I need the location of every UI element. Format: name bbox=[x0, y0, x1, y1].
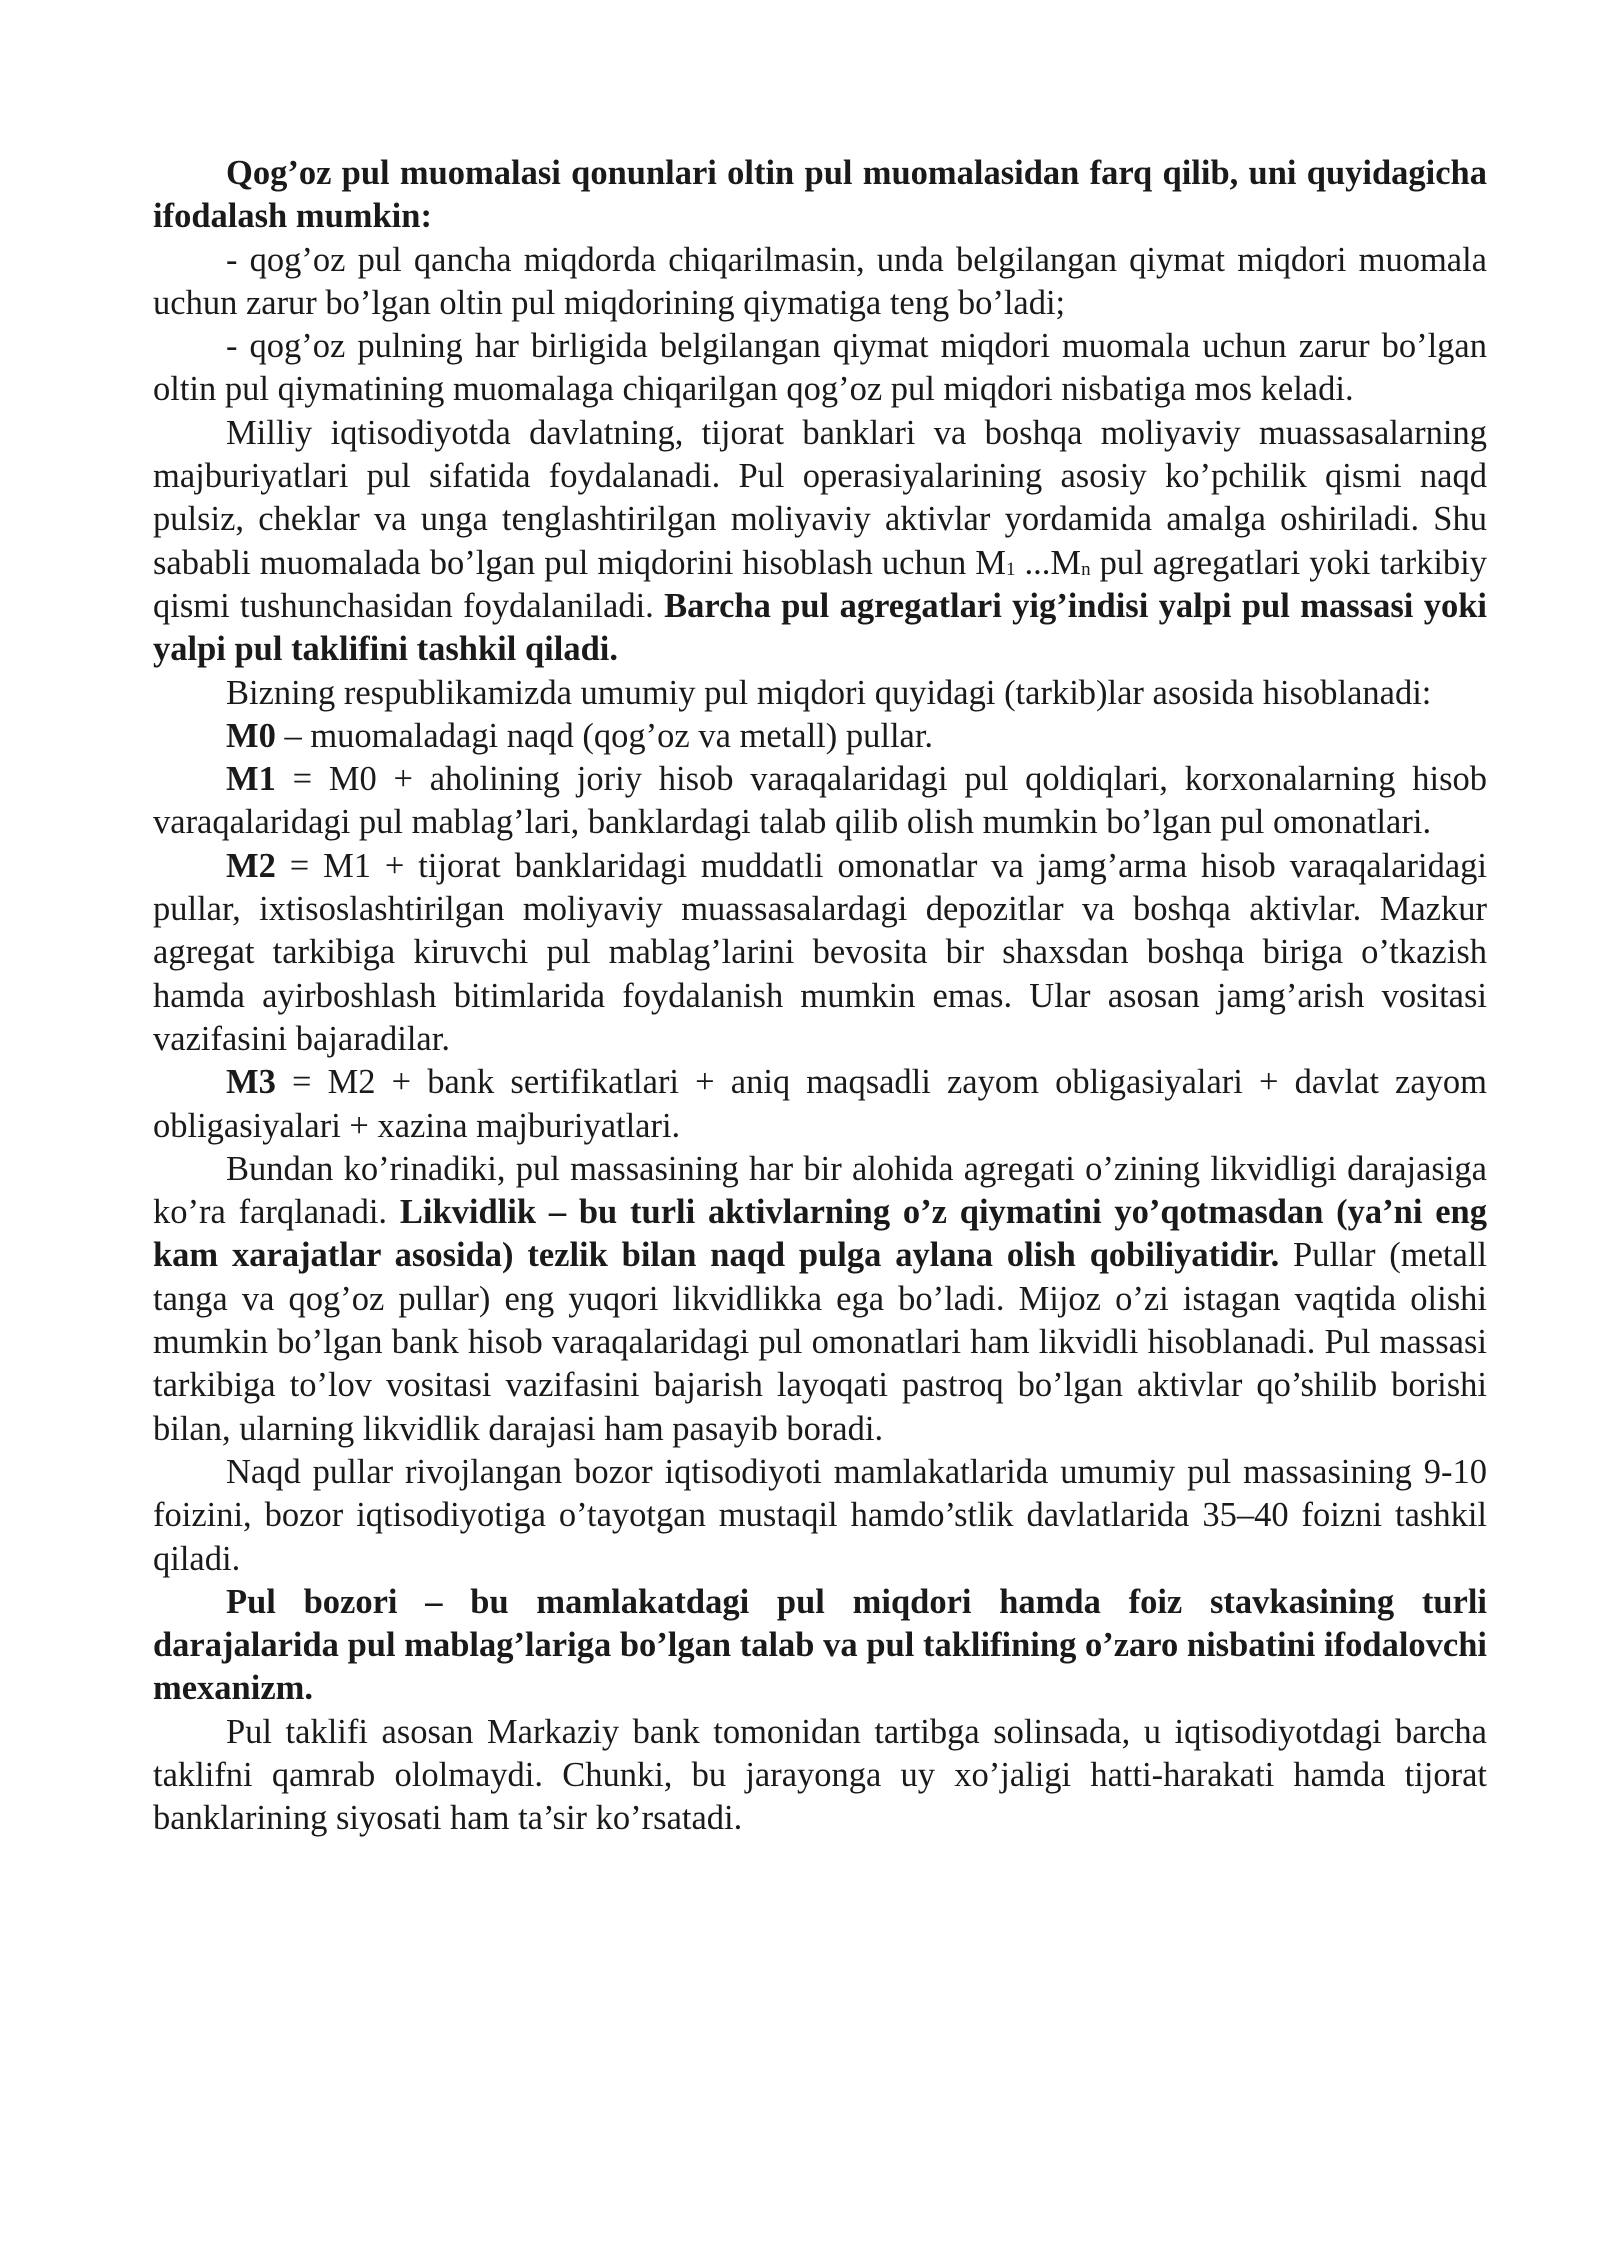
paragraph-text: = M2 + bank sertifikatlari + aniq maqsadli zayom obligasiyalari + davlat zayom obligasiyalari + xazina majburiyatlari. bbox=[153, 1063, 1487, 1145]
paragraph-text: Naqd pullar rivojlangan bozor iqtisodiyoti mamlakatlarida umumiy pul massasining 9-10 foizini, bozor iqtisodiyotiga o’tayotgan mustaqil hamdo’stlik davlatlarida 35–40 foizni tashkil qiladi. bbox=[153, 1452, 1487, 1578]
paragraph-text: pul agregatlari yoki tarkibiy qismi tushunchasidan foydalaniladi. bbox=[153, 543, 1487, 625]
paragraph-law-2 bbox=[153, 325, 1487, 412]
paragraph-cash-share bbox=[153, 1451, 1487, 1581]
bold-definition: Likvidlik – bu turli aktivlarning o’z qiymatini yo’qotmasdan (ya’ni eng kam xarajatlar asosida) tezlik bilan naqd pulga aylana olish qobiliyatidir. bbox=[153, 1193, 1487, 1275]
paragraph-text: = M0 + aholining joriy hisob varaqalaridagi pul qoldiqlari, korxonalarning hisob varaqalaridagi pul mablag’lari, banklardagi talab qilib olish mumkin bo’lgan pul omonatlari. bbox=[153, 760, 1487, 842]
paragraph-liquidity bbox=[153, 1148, 1487, 1451]
aggregate-label: M3 bbox=[226, 1063, 276, 1102]
paragraph-republic-calc bbox=[153, 672, 1487, 715]
paragraph-money-supply bbox=[153, 1711, 1487, 1841]
paragraph-text: Milliy iqtisodiyotda davlatning, tijorat banklari va boshqa moliyaviy muassasalarning majburiyatlari pul sifatida foydalanadi. Pul operasiyalarining asosiy ko’pchilik qismi naqd pulsiz, cheklar va unga tenglashtirilgan moliyaviy aktivlar yordamida amalga oshiriladi. Shu sababli muomalada bo’lgan pul miqdorini hisoblash uchun M bbox=[153, 413, 1487, 582]
paragraph-text: Pul taklifi asosan Markaziy bank tomonidan tartibga solinsada, u iqtisodiyotdagi barcha taklifni qamrab ololmaydi. Chunki, bu jarayonga uy xo’jaligi hatti-harakati hamda tijorat banklarining siyosati ham ta’sir ko’rsatadi. bbox=[153, 1712, 1487, 1838]
paragraph-text: Pullar (metall tanga va qog’oz pullar) eng yuqori likvidlikka ega bo’ladi. Mijoz o’zi istagan vaqtida olishi mumkin bo’lgan bank hisob varaqalaridagi pul omonatlari ham likvidli hisoblanadi. Pul massasi tarkibiga to’lov vositasi vazifasini bajarish layoqati pastroq bo’lgan aktivlar qo’shilib borishi bilan, ularning likvidlik darajasi ham pasayib boradi. bbox=[153, 1236, 1487, 1448]
paragraph-money-market bbox=[153, 1581, 1487, 1711]
paragraph-m3 bbox=[153, 1061, 1487, 1148]
paragraph-m1 bbox=[153, 758, 1487, 845]
bold-definition: Pul bozori – bu mamlakatdagi pul miqdori hamda foiz stavkasining turli darajalarida pul mablag’lariga bo’lgan talab va pul taklifining o’zaro nisbatini ifodalovchi mexanizm. bbox=[153, 1582, 1487, 1708]
paragraph-text: Bundan ko’rinadiki, pul massasining har bir alohida agregati o’zining likvidligi darajasiga ko’ra farqlanadi. bbox=[153, 1149, 1487, 1232]
paragraph-paper-money-laws bbox=[153, 152, 1487, 239]
paragraph-text: Bizning respublikamizda umumiy pul miqdori quyidagi (tarkib)lar asosida hisoblanadi: bbox=[226, 673, 1432, 712]
bold-heading: Qog’oz pul muomalasi qonunlari oltin pul muomalasidan farq qilib, uni quyidagicha ifodalash mumkin: bbox=[153, 154, 1487, 236]
paragraph-text: = M1 + tijorat banklaridagi muddatli omonatlar va jamg’arma hisob varaqalaridagi pullar, ixtisoslashtirilgan moliyaviy muassasalardagi depozitlar va boshqa aktivlar. Mazkur agregat tarkibiga kiruvchi pul mablag’larini bevosita bir shaxsdan boshqa biriga o’tkazish hamda ayirboshlash bitimlarida foydalanish mumkin emas. Ular asosan jamg’arish vositasi vazifasini bajaradilar. bbox=[153, 846, 1487, 1058]
paragraph-text: - qog’oz pulning har birligida belgilangan qiymat miqdori muomala uchun zarur bo’lgan oltin pul qiymatining muomalaga chiqarilgan qog’oz pul miqdori nisbatiga mos keladi. bbox=[153, 327, 1487, 409]
paragraph-law-1 bbox=[153, 239, 1487, 326]
aggregate-label: M0 bbox=[226, 716, 276, 755]
aggregate-label: M2 bbox=[226, 846, 276, 885]
paragraph-text: - qog’oz pul qancha miqdorda chiqarilmasin, unda belgilangan qiymat miqdori muomala uchun zarur bo’lgan oltin pul miqdorining qiymatiga teng bo’ladi; bbox=[153, 240, 1487, 322]
document-page bbox=[153, 152, 1487, 1841]
paragraph-m2 bbox=[153, 845, 1487, 1061]
aggregate-label: M1 bbox=[226, 760, 276, 799]
subscript-n: n bbox=[1081, 558, 1091, 580]
paragraph-m0 bbox=[153, 715, 1487, 758]
paragraph-text: – muomaladagi naqd (qog’oz va metall) pullar. bbox=[275, 716, 934, 755]
paragraph-aggregates bbox=[153, 412, 1487, 672]
subscript-1: 1 bbox=[1005, 558, 1016, 580]
paragraph-text: ...M bbox=[1015, 543, 1082, 582]
bold-definition: Barcha pul agregatlari yig’indisi yalpi pul massasi yoki yalpi pul taklifini tashkil qiladi. bbox=[153, 586, 1487, 669]
